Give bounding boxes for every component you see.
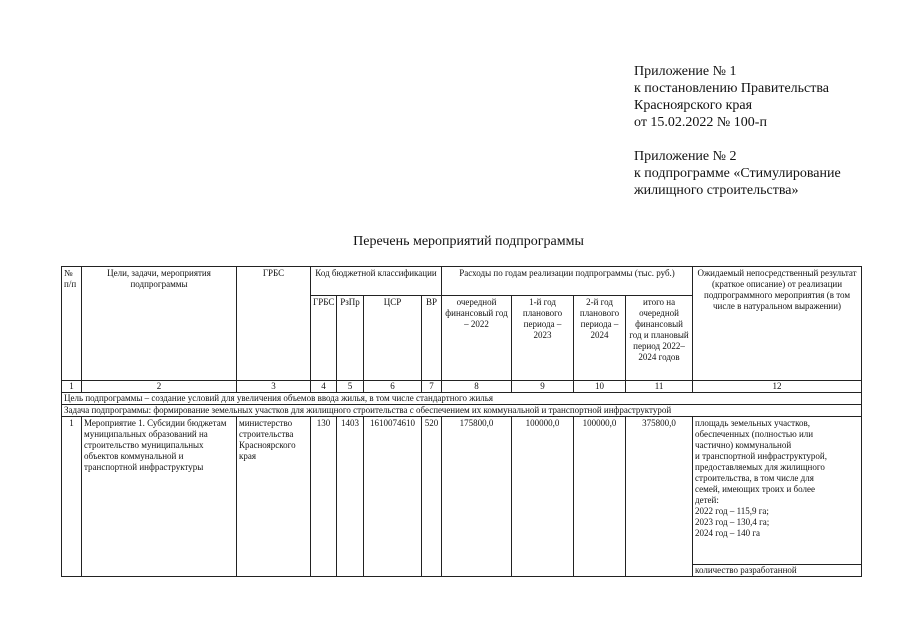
- column-number: 2: [82, 381, 237, 393]
- column-number: 4: [311, 381, 337, 393]
- row-expense-2022: 175800,0: [442, 417, 512, 577]
- header-goals: Цели, задачи, мероприятия подпрограммы: [82, 267, 237, 381]
- header-expense-2024: 2-й год планового периода – 2024: [574, 296, 626, 381]
- row-result: [693, 417, 862, 565]
- column-number: 9: [512, 381, 574, 393]
- header-code-grbs: ГРБС: [311, 296, 337, 381]
- header-expense-2022: очередной финансовый год – 2022: [442, 296, 512, 381]
- header-budget-code: Код бюджетной классификации: [311, 267, 442, 296]
- result-line: семей, имеющих троих и более: [695, 484, 815, 494]
- result-line: 2022 год – 115,9 га;: [695, 506, 769, 516]
- annex-1-block: [634, 63, 829, 131]
- result-line: детей:: [695, 495, 719, 505]
- annex-2-block: [634, 148, 841, 199]
- header-expense-total: итого на очередной финансовый год и плановый период 2022–2024 годов: [626, 296, 693, 381]
- column-number: 8: [442, 381, 512, 393]
- row-grbs: министерство строительства Красноярского края: [237, 417, 311, 577]
- column-number: 10: [574, 381, 626, 393]
- column-number: 3: [237, 381, 311, 393]
- result-line: обеспеченных (полностью или: [695, 429, 814, 439]
- row-expense-2023: 100000,0: [512, 417, 574, 577]
- annex-1-line: Приложение № 1: [634, 64, 737, 79]
- document-title: Перечень мероприятий подпрограммы: [353, 234, 584, 249]
- result-line: 2023 год – 130,4 га;: [695, 517, 770, 527]
- row-num: 1: [62, 417, 82, 577]
- column-number: 11: [626, 381, 693, 393]
- row-grbs-code: 130: [311, 417, 337, 577]
- column-number: 5: [337, 381, 364, 393]
- result-line: частично) коммунальной: [695, 440, 792, 450]
- row-vr: 520: [422, 417, 442, 577]
- header-num: № п/п: [62, 267, 82, 381]
- table-row: [62, 417, 862, 565]
- row-activity-name: Мероприятие 1. Субсидии бюджетам муниципальных образований на строительство муниципальных объектов коммунальной и транспортной инфраструктуры: [82, 417, 237, 577]
- column-number-row: [62, 381, 862, 393]
- task-row: Задача подпрограммы: формирование земельных участков для жилищного строительства с обеспечением их коммунальной и транспортной инфраструктурой: [62, 405, 862, 417]
- header-grbs: ГРБС: [237, 267, 311, 381]
- column-number: 1: [62, 381, 82, 393]
- result-line: и транспортной инфраструктурой,: [695, 451, 827, 461]
- annex-2-line: Приложение № 2: [634, 149, 737, 164]
- annex-2-line: к подпрограмме «Стимулирование: [634, 166, 841, 181]
- row-rzpr: 1403: [337, 417, 364, 577]
- row-expense-2024: 100000,0: [574, 417, 626, 577]
- header-code-vr: ВР: [422, 296, 442, 381]
- result-line: площадь земельных участков,: [695, 418, 811, 428]
- annex-2-line: жилищного строительства»: [634, 183, 799, 198]
- header-expenses: Расходы по годам реализации подпрограммы (тыс. руб.): [442, 267, 693, 296]
- header-code-csr: ЦСР: [364, 296, 422, 381]
- column-number: 7: [422, 381, 442, 393]
- row-csr: 1610074610: [364, 417, 422, 577]
- header-code-rzpr: РзПр: [337, 296, 364, 381]
- annex-1-line: к постановлению Правительства: [634, 81, 830, 96]
- result-line: 2024 год – 140 га: [695, 528, 761, 538]
- row-expense-total: 375800,0: [626, 417, 693, 577]
- activities-table: [61, 266, 862, 577]
- column-number: 12: [693, 381, 862, 393]
- row-result-next: количество разработанной: [693, 565, 862, 577]
- result-line: строительства, в том числе для: [695, 473, 814, 483]
- header-result: Ожидаемый непосредственный результат (краткое описание) от реализации подпрограммного мероприятия (в том числе в натуральном выражении): [693, 267, 862, 381]
- goal-row: Цель подпрограммы – создание условий для увеличения объемов ввода жилья, в том числе стандартного жилья: [62, 393, 862, 405]
- result-line: предоставляемых для жилищного: [695, 462, 825, 472]
- header-expense-2023: 1-й год планового периода – 2023: [512, 296, 574, 381]
- column-number: 6: [364, 381, 422, 393]
- annex-1-line: от 15.02.2022 № 100-п: [634, 115, 767, 130]
- annex-1-line: Красноярского края: [634, 98, 753, 113]
